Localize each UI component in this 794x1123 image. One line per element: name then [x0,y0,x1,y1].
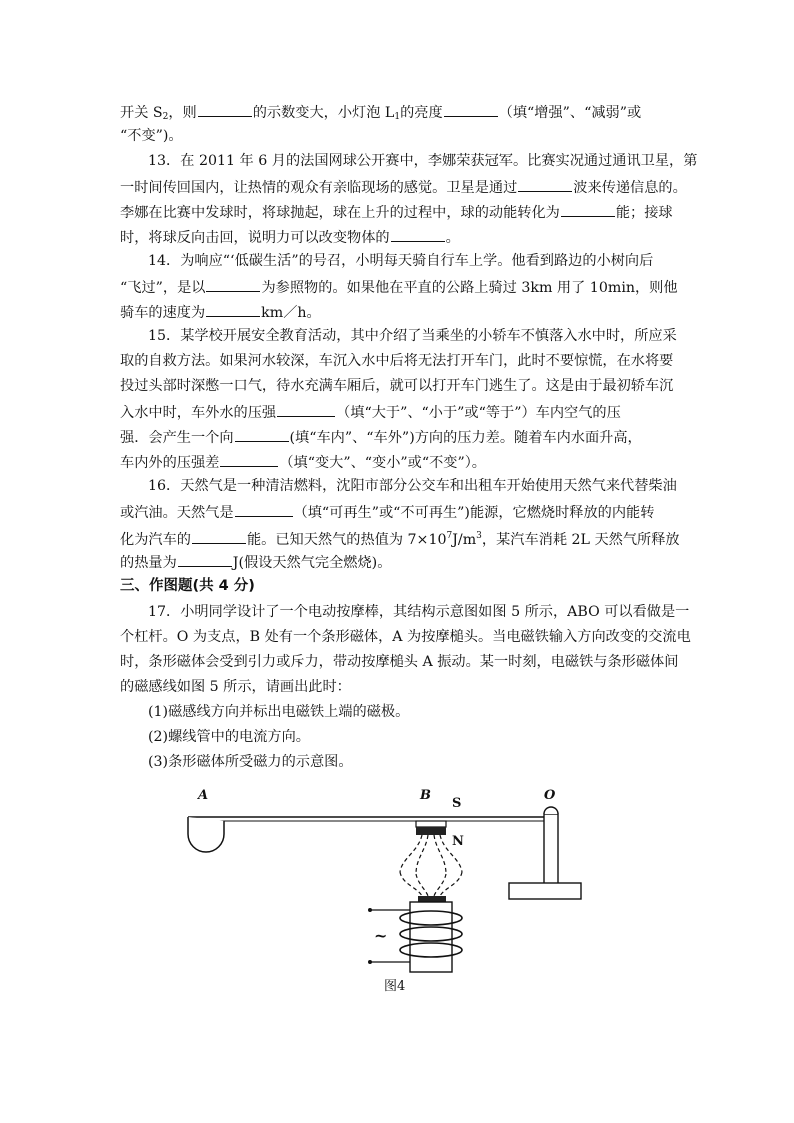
label-a: A [198,788,209,803]
text-line: “不变”)。 [120,128,183,144]
text-line: 个杠杆。O 为支点，B 处有一个条形磁体，A 为按摩槌头。当电磁铁输入方向改变的交流电 [120,629,691,645]
text-line: 李娜在比赛中发球时，将球抛起，球在上升的过程中，球的动能转化为 能；接球 [120,202,680,222]
field-line [400,835,422,872]
sub-item: (3)条形磁体所受磁力的示意图。 [148,754,353,770]
answer-blank[interactable] [391,227,445,242]
question-15: 15．某学校开展安全教育活动，其中介绍了当乘坐的小轿车不慎落入水中时，所应采 [148,328,677,344]
diagram-svg [180,786,610,976]
text-line: 开关 $S_2$，则 的示数变大，小灯泡 $L_1$的亮度 （填“增强”、“减弱”或 [120,102,680,126]
terminal [368,908,372,912]
terminal [368,960,372,964]
sub-item: (1)磁感线方向并标出电磁铁上端的磁极。 [148,704,410,720]
question-14: 14．为响应“‘低碳生活”的号召，小明每天骑自行车上学。他看到路边的小树向后 [148,253,654,269]
text-line: “飞过”，是以 为参照物的。如果他在平直的公路上骑过 3km 用了 10min，则他 [120,277,680,297]
answer-blank[interactable] [235,502,293,517]
label-b: B [420,788,431,803]
answer-blank[interactable] [206,302,260,317]
field-line [416,874,428,896]
bar-magnet-top [416,821,446,827]
text-line: 时，将球反向击回，说明力可以改变物体的 。 [120,227,680,247]
text-line: 车内外的压强差 （填“变大”、“变小”或“不变”）。 [120,452,680,472]
field-line [434,835,446,874]
field-line [434,874,446,896]
sub-item: (2)螺线管中的电流方向。 [148,729,310,745]
massage-rod-diagram [180,786,610,976]
text-line: 的磁感线如图 5 所示，请画出此时： [120,679,351,695]
text-line: 时，条形磁体会受到引力或斥力，带动按摩槌头 A 振动。某一时刻，电磁铁与条形磁体间 [120,654,679,670]
text-line: 一时间传回国内，让热情的观众有亲临现场的感觉。卫星是通过 波来传递信息的。 [120,177,680,197]
text-line: 骑车的速度为 km／h。 [120,302,680,322]
figure-caption: 图4 [384,979,406,994]
text-line: 的热量为 J(假设天然气完全燃烧)。 [120,552,680,572]
answer-blank[interactable] [220,452,278,467]
answer-blank[interactable] [198,102,252,117]
question-16: 16．天然气是一种清洁燃料，沈阳市部分公交车和出租车开始使用天然气来代替柴油 [148,478,677,494]
label-n: N [452,834,464,849]
answer-blank[interactable] [206,277,260,292]
bar-magnet-bottom [416,827,446,835]
answer-blank[interactable] [235,427,289,442]
label-o: O [544,788,556,803]
answer-blank[interactable] [561,202,615,217]
pivot-post [544,814,558,884]
answer-blank[interactable] [277,402,335,417]
pivot-base [509,883,581,899]
text-line: 化为汽车的 能。已知天然气的热值为 $7\times 10^7J/m^3$，某汽车消耗 2L 天然气所释放 [120,531,680,548]
label-s: S [452,796,462,811]
section-heading: 三、作图题(共 4 分) [120,578,255,594]
answer-blank[interactable] [178,552,232,567]
answer-blank[interactable] [444,102,498,117]
massage-head [188,817,224,852]
field-line [400,872,422,896]
text-line: 取的自救方法。如果河水较深，车沉入水中后将无法打开车门，此时不要惊慌，在水将要 [120,353,674,369]
electromagnet-pole [418,896,446,902]
ac-symbol: ~ [374,926,388,945]
answer-blank[interactable] [518,177,572,192]
field-line [440,872,462,896]
text-line: 或汽油。天然气是 （填“可再生”或“不可再生”)能源，它燃烧时释放的内能转 [120,502,680,522]
text-line: 强．会产生一个向 (填“车内”、“车外”)方向的压力差。随着车内水面升高， [120,427,680,447]
question-17: 17．小明同学设计了一个电动按摩棒，其结构示意图如图 5 所示，ABO 可以看做是一 [148,604,690,620]
text-line: 入水中时，车外水的压强 （填“大于”、“小于”或“等于”）车内空气的压 [120,402,680,422]
question-13: 13．在 2011 年 6 月的法国网球公开赛中，李娜荣获冠军。比赛实况通过通讯卫星，第 [148,153,698,169]
field-line [416,835,428,874]
text-line: 投过头部时深憋一口气，待水充满车厢后，就可以打开车门逃生了。这是由于最初轿车沉 [120,378,674,394]
answer-blank[interactable] [192,529,246,544]
pivot-top [544,807,558,814]
